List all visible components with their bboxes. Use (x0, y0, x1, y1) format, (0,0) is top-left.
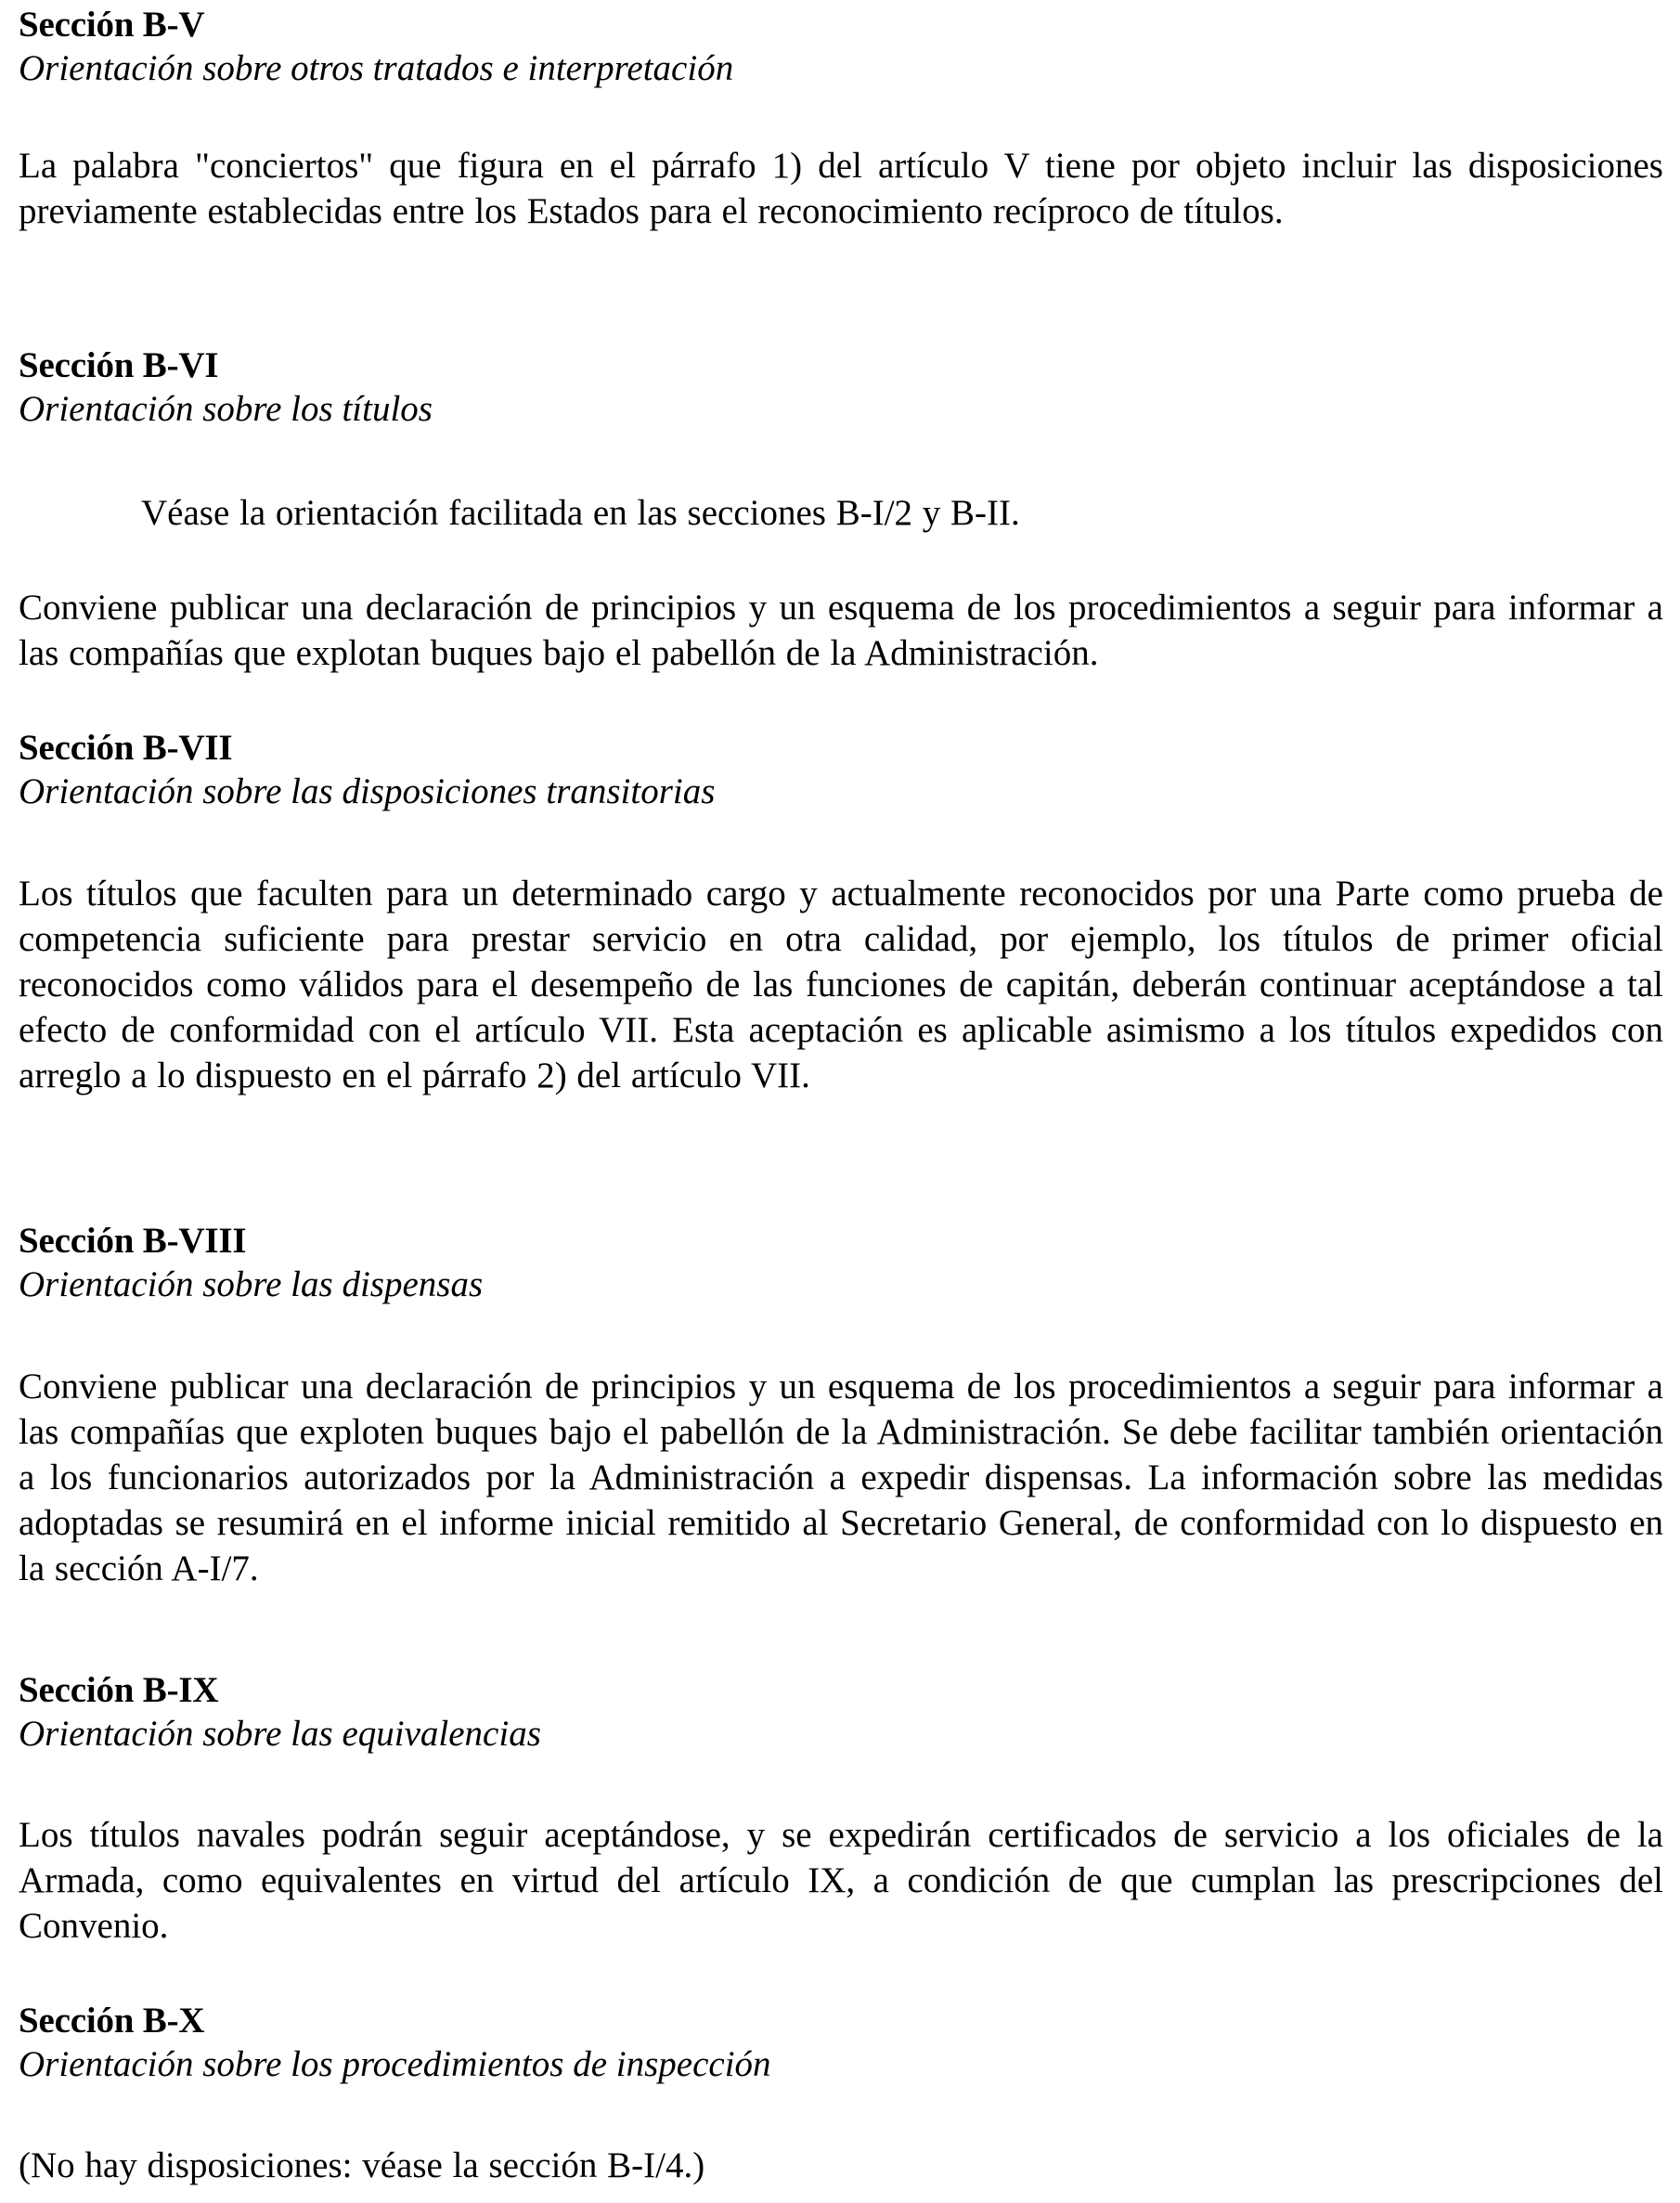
section-b-viii (19, 1219, 483, 1306)
section-paragraph: Véase la orientación facilitada en las secciones B-I/2 y B-II. (141, 493, 1020, 533)
section-paragraph: Conviene publicar una declaración de principios y un esquema de los procedimientos a seguir para informar a las compañías que exploten buques bajo el pabellón de la Administración. Se debe facilitar también orientación a los funcionarios autorizados por la Administración a expedir dispensas. La información sobre las medidas adoptadas se resumirá en el informe inicial remitido al Secretario General, de conformidad con lo dispuesto en la sección A-I/7. (19, 1367, 1663, 1588)
section-b-vii (19, 726, 715, 813)
section-subtitle: Orientación sobre las equivalencias (19, 1714, 541, 1754)
section-subtitle: Orientación sobre las dispensas (19, 1264, 484, 1304)
section-b-ix (19, 1668, 541, 1756)
section-title: Sección B-IX (19, 1670, 219, 1710)
section-title: Sección B-VII (19, 728, 233, 768)
section-title: Sección B-V (19, 5, 205, 45)
section-title: Sección B-VIII (19, 1221, 247, 1261)
section-subtitle: Orientación sobre otros tratados e interpretación (19, 48, 734, 88)
section-b-x (19, 1999, 771, 2086)
section-title: Sección B-VI (19, 345, 219, 385)
section-b-vi (19, 343, 433, 431)
section-paragraph: Conviene publicar una declaración de principios y un esquema de los procedimientos a seguir para informar a las compañías que explotan buques bajo el pabellón de la Administración. (19, 588, 1663, 673)
section-paragraph: La palabra "conciertos" que figura en el párrafo 1) del artículo V tiene por objeto incluir las disposiciones previamente establecidas entre los Estados para el reconocimiento recíproco de títulos. (19, 146, 1663, 231)
section-subtitle: Orientación sobre los títulos (19, 389, 433, 429)
section-b-v (19, 3, 733, 90)
section-title: Sección B-X (19, 2001, 205, 2041)
section-paragraph: Los títulos navales podrán seguir aceptándose, y se expedirán certificados de servicio a los oficiales de la Armada, como equivalentes en virtud del artículo IX, a condición de que cumplan las prescripciones del Convenio. (19, 1815, 1663, 1946)
section-subtitle: Orientación sobre las disposiciones transitorias (19, 771, 716, 811)
section-subtitle: Orientación sobre los procedimientos de inspección (19, 2044, 771, 2084)
section-paragraph: Los títulos que faculten para un determinado cargo y actualmente reconocidos por una Parte como prueba de competencia suficiente para prestar servicio en otra calidad, por ejemplo, los títulos de primer oficial reconocidos como válidos para el desempeño de las funciones de capitán, deberán continuar aceptándose a tal efecto de conformidad con el artículo VII. Esta aceptación es aplicable asimismo a los títulos expedidos con arreglo a lo dispuesto en el párrafo 2) del artículo VII. (19, 874, 1663, 1095)
section-paragraph: (No hay disposiciones: véase la sección B-I/4.) (19, 2145, 705, 2185)
